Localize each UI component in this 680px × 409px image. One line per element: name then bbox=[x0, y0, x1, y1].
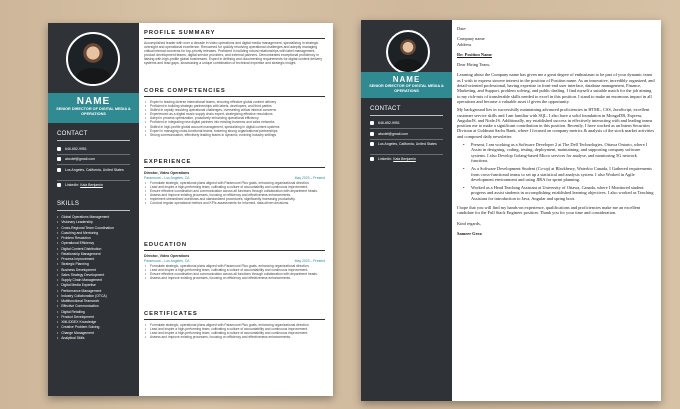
letter-bullet: • As a Software Development Student (Co-op) at Blackberry, Waterloo Canada, I Gathered requirements from cross-functional teams to set up a statistical and analysis system. I also Worked in Agile development environment and using JIRA for sprint planning. bbox=[471, 166, 655, 182]
email-text: abcdef@gmail.com bbox=[65, 157, 96, 161]
competencies-list bbox=[144, 100, 325, 137]
phone-icon bbox=[57, 147, 61, 151]
skills-list bbox=[57, 215, 114, 341]
experience-company: Paramount – Los Angeles, CA bbox=[144, 176, 190, 180]
contact-heading: CONTACT bbox=[57, 131, 88, 137]
competency-item: • Proficient in integrating new digital partners into existing business and sales networks bbox=[144, 120, 325, 124]
skill-item: • XML/DDEX Knowledge bbox=[57, 320, 114, 325]
skills-heading: SKILLS bbox=[57, 201, 80, 207]
resume-sidebar bbox=[48, 23, 139, 396]
skill-item: • Digital Content Distribution bbox=[57, 247, 114, 252]
linkedin-link[interactable]: Kala Benjamin bbox=[393, 157, 416, 161]
location-text: Los Angeles, California, United States bbox=[378, 142, 437, 146]
experience-bullet: • Lead and inspire a high-performing team, cultivating a culture of accountability and continuous improvement. bbox=[144, 185, 325, 189]
competency-item: • Strong communication, effectively leading teams in dynamic, evolving industry settings bbox=[144, 133, 325, 137]
letter-bullet: • Worked as a Head Teaching Assistant at University of Ottawa, Canada, where I Monitored student progress and assist students in accomplishing established learning objectives. I also worked as Teaching Assistant for introduction to Java, Angular and spring boot. bbox=[471, 185, 655, 201]
skill-item: • Analytical Skills bbox=[57, 336, 114, 341]
education-bullet: • Lead and inspire a high-performing team, cultivating a culture of accountability and continuous improvement. bbox=[144, 268, 325, 272]
contact-rule bbox=[57, 140, 130, 141]
letter-sidebar bbox=[361, 20, 452, 401]
profile-text: Accomplished leader with over a decade in video operations and digital media management, specializing in strategic oversight and operational excellence. Renowned for quickly resolving operational challenges and adeptly managing critical internal concerns for top-priority releases. Proficient in building robust relationships with label management, product development teams, digital service providers, and external partners. Demonstrates exceptional proficiency in liaising with high-profile global businesses. Expert in defining and documenting requirements for digital content delivery systems and lead gaps, showcasing a unique combination of technical expertise and strategic insight. bbox=[144, 41, 323, 65]
skill-item: • Digital Retailing bbox=[57, 310, 114, 315]
linkedin-label: LinkedIn: bbox=[65, 183, 80, 187]
location-icon bbox=[370, 142, 374, 146]
skills-rule bbox=[57, 210, 130, 211]
paragraph-3: I hope that you will find my hands-on experience, qualifications and proficiencies make me an excellent candidate for the Full Stack Engineer position. Thank you for your time and consideration. bbox=[457, 205, 641, 216]
email-icon bbox=[57, 157, 61, 161]
education-bullet: • Formulate strategic, operational plans aligned with Paramount Plus goals, enhancing organizational direction. bbox=[144, 264, 325, 268]
experience-bullet: • Assess and improve existing processes, focusing on efficiency and effectiveness enhancements. bbox=[144, 193, 325, 197]
certificates-heading: CERTIFICATES bbox=[144, 311, 198, 317]
address: Address bbox=[457, 41, 472, 47]
skill-item: • Industry Collaboration (OTCA) bbox=[57, 294, 114, 299]
skill-item: • Sales Strategy Development bbox=[57, 273, 114, 278]
section-rule bbox=[144, 319, 325, 320]
competency-item: • Skilled in rapidly resolving operational challenges, overseeing critical internal concerns bbox=[144, 108, 325, 112]
letter-bullet: • Present, I am working as a Software Developer 2 at The Dell Technologies, Ottawa Ontario, where I Assist in designing, coding, testing, deployment, maintaining, and supporting company software systems. I also Develop Golang-based Micro services for analyse, and monitoring 5G network functions. bbox=[471, 142, 655, 163]
skill-item: • Global Operations Management bbox=[57, 215, 114, 220]
skill-item: • Effective Communication bbox=[57, 304, 114, 309]
phone-text: 646-652-9951 bbox=[378, 121, 400, 125]
phone-line bbox=[57, 147, 133, 151]
location-line bbox=[370, 142, 446, 146]
name-band bbox=[361, 72, 452, 98]
linkedin-label: LinkedIn: bbox=[378, 157, 393, 161]
competency-item: • Adept in process optimization, proactively enhancing operational efficiency bbox=[144, 116, 325, 120]
location-line bbox=[57, 168, 133, 172]
resume-page bbox=[48, 23, 333, 396]
skill-item: • Relationship Management bbox=[57, 252, 114, 257]
competency-item: • Expert in leading diverse international teams, ensuring effective global content delivery bbox=[144, 100, 325, 104]
skill-item: • Cross-Regional Team Coordination bbox=[57, 226, 114, 231]
email-text: abcdef@gmail.com bbox=[378, 132, 409, 136]
education-heading: EDUCATION bbox=[144, 242, 188, 248]
skill-item: • Problem Resolution bbox=[57, 236, 114, 241]
email-icon bbox=[370, 132, 374, 136]
date-line: Date: bbox=[457, 26, 467, 31]
experience-bullet: • Implement streamlined workflows and standardized procedures, significantly increasing productivity. bbox=[144, 197, 325, 201]
letter-body bbox=[457, 20, 655, 236]
skill-item: • Coaching and Mentoring bbox=[57, 231, 114, 236]
skill-item: • Supply Chain Management bbox=[57, 278, 114, 283]
section-rule bbox=[144, 167, 325, 168]
contact-heading: CONTACT bbox=[370, 106, 401, 112]
experience-bullets bbox=[144, 181, 325, 206]
resume-main bbox=[144, 23, 325, 396]
cover-letter-page bbox=[361, 20, 661, 401]
resume-name: NAME bbox=[76, 96, 111, 107]
skill-item: • Operational Efficiency bbox=[57, 241, 114, 246]
linkedin-icon bbox=[57, 183, 61, 187]
paragraph-2: My background lies in successfully maintaining advanced proficiencies in HTML, CSS, JavaScript, excellent customer service skills and I am familiar with SQL. I also have a solid foundation in MongoDB, Express, AngularJS, and Node.JS. Additionally, my established success in effectively interacting with and leading teams position me to make a significant contribution in this position. Recently, I have worked as an Intern Securities Division at Goldman Sachs Bank, where I focused on company metrics & analysis of the stock market activities and composed daily newsletter. bbox=[457, 107, 655, 139]
skill-item: • Creative Problem Solving bbox=[57, 325, 114, 330]
divider bbox=[57, 180, 130, 181]
competency-item: • Experienced as a digital music supply chain expert, strategizing effective resolutions bbox=[144, 112, 325, 116]
divider bbox=[370, 139, 443, 140]
divider bbox=[370, 154, 443, 155]
competencies-heading: CORE COMPETENCIES bbox=[144, 88, 226, 94]
letter-title: SENIOR DIRECTOR OF DIGITAL MEDIA & OPERATIONS bbox=[369, 84, 444, 93]
phone-icon bbox=[370, 121, 374, 125]
competency-item: • Skilled in high-profile global account management, specializing in digital content systems bbox=[144, 125, 325, 129]
divider bbox=[370, 128, 443, 129]
email-line bbox=[370, 132, 446, 136]
re-line: Re: Position Name bbox=[457, 51, 492, 57]
section-rule bbox=[144, 96, 325, 97]
profile-heading: PROFILE SUMMARY bbox=[144, 30, 216, 36]
resume-title: SENIOR DIRECTOR OF DIGITAL MEDIA & OPERATIONS bbox=[56, 107, 131, 116]
skill-item: • Performance Management bbox=[57, 289, 114, 294]
experience-title: Director, Video Operations bbox=[144, 171, 190, 175]
skill-item: • Visionary Leadership bbox=[57, 220, 114, 225]
linkedin-icon bbox=[370, 157, 374, 161]
experience-bullet: • Ensure effective coordination and communication across all functions through collaboration with department heads. bbox=[144, 189, 325, 193]
contact-rule bbox=[370, 115, 443, 116]
competency-item: • Proficient in building strategic partnerships with labels, developers, and third parties bbox=[144, 104, 325, 108]
linkedin-link[interactable]: Kala Benjamin bbox=[80, 183, 103, 187]
section-rule bbox=[144, 250, 325, 251]
name-band bbox=[48, 93, 139, 123]
education-title: Director, Video Operations bbox=[144, 254, 190, 258]
closing: Kind regards, bbox=[457, 220, 481, 226]
education-company: Paramount – Los Angeles, CA bbox=[144, 259, 190, 263]
certificates-bullets bbox=[144, 323, 325, 339]
phone-line bbox=[370, 121, 446, 125]
linkedin-line bbox=[370, 157, 446, 161]
skill-item: • Strategic Planning bbox=[57, 262, 114, 267]
email-line bbox=[57, 157, 133, 161]
profile-photo bbox=[66, 32, 120, 86]
company-name: Company name bbox=[457, 36, 485, 42]
experience-bullet: • Formulate strategic, operational plans aligned with Paramount Plus goals, enhancing organizational direction. bbox=[144, 181, 325, 185]
education-dates: May 2023 – Present bbox=[294, 259, 325, 263]
education-bullet: • Ensure effective coordination and communication across all functions through collaboration with department heads. bbox=[144, 272, 325, 276]
skill-item: • Product Development bbox=[57, 315, 114, 320]
paragraph-1: Learning about the Company name has given me a great degree of enthusiasm to be part of your dynamic team as I wish to express sincere interest in the position of Position name. As an innovative, incredibly organized, and detail-oriented professional, having expertise in front-end user interface, database management, Finance, Marketing, and Support, problem solving, and public dealing. I find myself a suitable match for the job aiming to my rich-mix of transferable skills needed to excel in this position. I stand to make an enormous impact in all operations and become a valuable asset if given the opportunity. bbox=[457, 72, 655, 104]
certificate-bullet: • Assess and improve existing processes, focusing on efficiency and effectiveness enhancements. bbox=[144, 335, 325, 339]
certificate-bullet: • Lead and inspire a high-performing team, cultivating a culture of accountability and continuous improvement. bbox=[144, 327, 325, 331]
experience-bullet: • Conduct regular operational metrics and KPIs assessments for informed, data-driven decisions. bbox=[144, 201, 325, 205]
experience-heading: EXPERIENCE bbox=[144, 159, 192, 165]
phone-text: 646-652-9951 bbox=[65, 147, 87, 151]
certificate-bullet: • Formulate strategic, operational plans aligned with Paramount Plus goals, enhancing organizational direction. bbox=[144, 323, 325, 327]
skill-item: • Digital Media Expertise bbox=[57, 283, 114, 288]
location-icon bbox=[57, 168, 61, 172]
section-rule bbox=[144, 38, 325, 39]
divider bbox=[57, 154, 130, 155]
education-bullets bbox=[144, 264, 325, 280]
competency-item: • Expert in managing cross-functional teams, fostering strong organizational partnerships bbox=[144, 129, 325, 133]
signature: Sameer Gera bbox=[457, 230, 482, 236]
skill-item: • Process Improvement bbox=[57, 257, 114, 262]
experience-dates: May 2023 – Present bbox=[294, 176, 325, 180]
certificate-bullet: • Lead and inspire a high-performing team, cultivating a culture of accountability and continuous improvement. bbox=[144, 331, 325, 335]
linkedin-line bbox=[57, 183, 133, 187]
skill-item: • Multifunctional Teamwork bbox=[57, 299, 114, 304]
skill-item: • Change Management bbox=[57, 331, 114, 336]
skill-item: • Business Development bbox=[57, 268, 114, 273]
salutation: Dear Hiring Team, bbox=[457, 62, 490, 68]
education-bullet: • Assess and improve existing processes, focusing on efficiency and effectiveness enhancements. bbox=[144, 276, 325, 280]
experience-bullets bbox=[457, 142, 655, 201]
divider bbox=[57, 164, 130, 165]
profile-photo bbox=[386, 30, 430, 74]
location-text: Los Angeles, California, United States bbox=[65, 168, 124, 172]
letter-name: NAME bbox=[392, 75, 421, 84]
